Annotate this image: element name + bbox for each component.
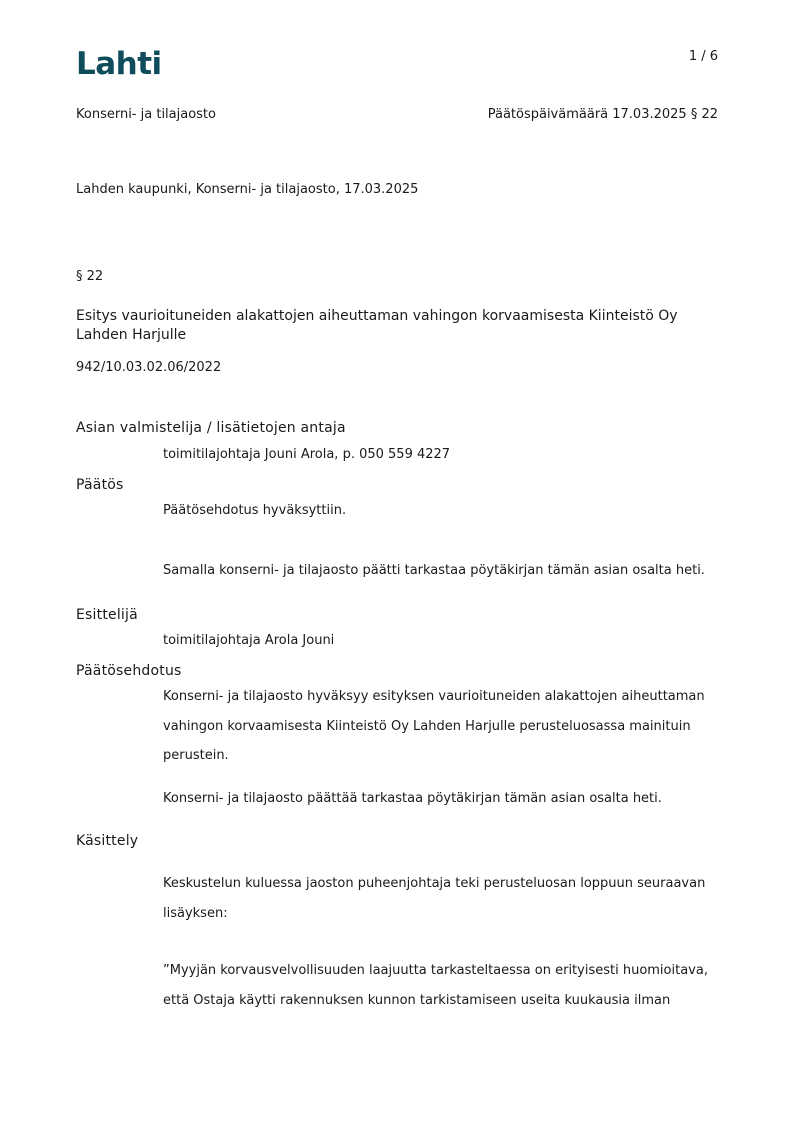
proposal-heading: Päätösehdotus (76, 663, 182, 679)
section-number: § 22 (76, 269, 104, 284)
presenter-text: toimitilajohtaja Arola Jouni (163, 633, 335, 648)
preparer-text: toimitilajohtaja Jouni Arola, p. 050 559 4227 (163, 447, 451, 462)
presenter-heading: Esittelijä (76, 607, 138, 623)
preparer-heading: Asian valmistelija / lisätietojen antaja (76, 420, 346, 436)
header-body-name: Konserni- ja tilajaosto (76, 107, 216, 122)
decision-heading: Päätös (76, 477, 124, 493)
proposal-paragraph-2: Konserni- ja tilajaosto päättää tarkastaa pöytäkirjan tämän asian osalta heti. (163, 791, 662, 806)
document-title: Esitys vaurioituneiden alakattojen aiheuttaman vahingon korvaamisesta Kiinteistö Oy Lahden Harjulle (76, 308, 678, 343)
page-number: 1 / 6 (688, 49, 718, 64)
lahti-logo-text: Lahti (76, 46, 162, 82)
diary-number: 942/10.03.02.06/2022 (76, 360, 222, 375)
decision-paragraph-2: Samalla konserni- ja tilajaosto päätti tarkastaa pöytäkirjan tämän asian osalta heti. (163, 563, 705, 578)
decision-paragraph-1: Päätösehdotus hyväksyttiin. (163, 503, 347, 518)
handling-paragraph-2: ”Myyjän korvausvelvollisuuden laajuutta tarkasteltaessa on erityisesti huomioitava, että Ostaja käytti rakennuksen kunnon tarkistamiseen useita kuukausia ilman (163, 963, 708, 1008)
handling-paragraph-1: Keskustelun kuluessa jaoston puheenjohtaja teki perusteluosan loppuun seuraavan lisäyksen: (163, 876, 706, 921)
lahti-logo (76, 46, 162, 82)
header-decision-date: Päätöspäivämäärä 17.03.2025 § 22 (487, 107, 718, 122)
handling-heading: Käsittely (76, 833, 139, 849)
org-line: Lahden kaupunki, Konserni- ja tilajaosto, 17.03.2025 (76, 182, 419, 197)
proposal-paragraph-1: Konserni- ja tilajaosto hyväksyy esityksen vaurioituneiden alakattojen aiheuttaman vahingon korvaamisesta Kiinteistö Oy Lahden Harjulle perusteluosassa mainituin perustein. (163, 689, 705, 763)
